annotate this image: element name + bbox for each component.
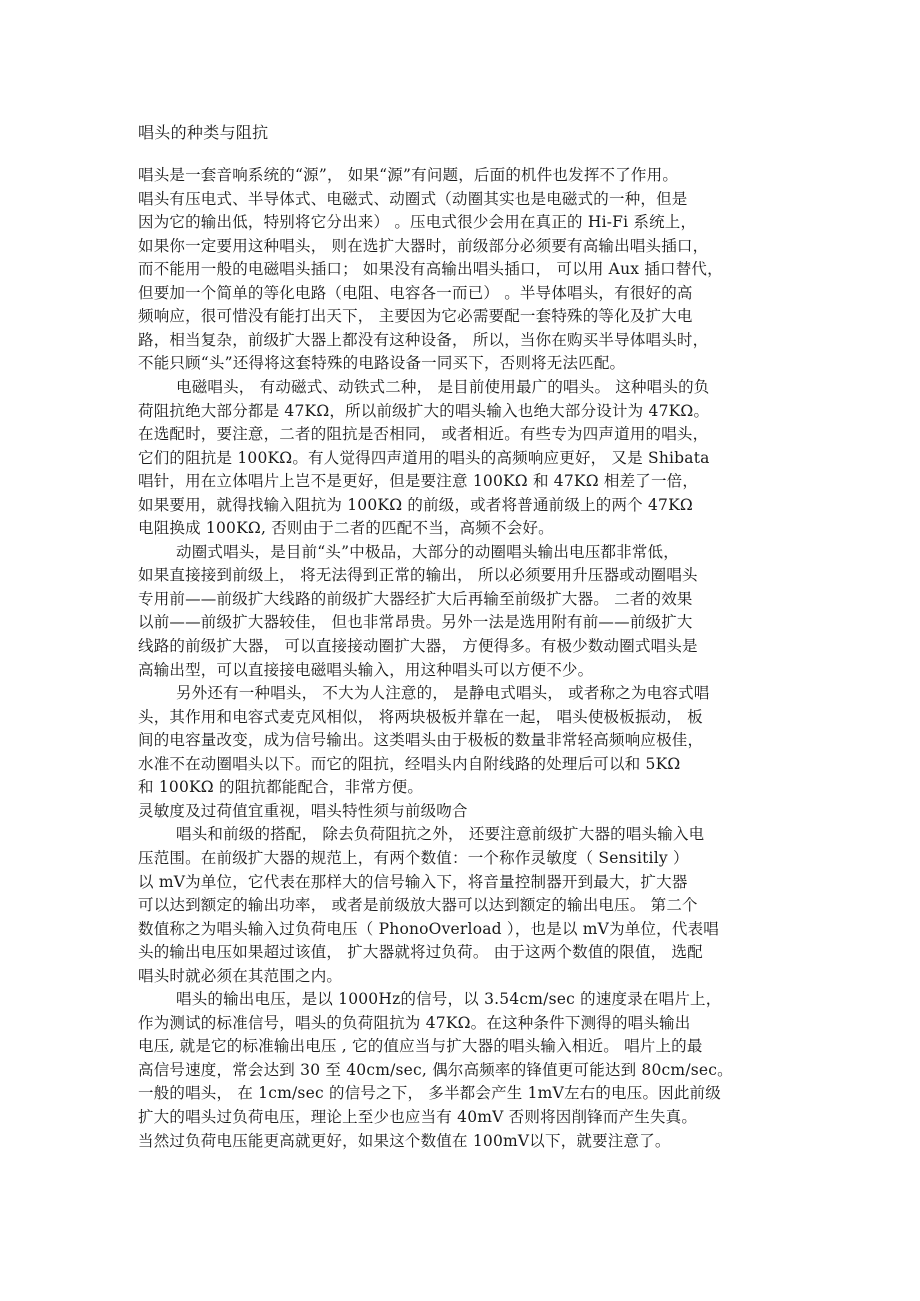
text-line: 频响应，很可惜没有能打出天下， 主要因为它必需要配一套特殊的等化及扩大电 (138, 307, 693, 326)
text-line: 唱头时就必须在其范围之内。 (138, 966, 343, 985)
text-line: 动圈式唱头，是目前“头”中极品，大部分的动圈唱头输出电压都非常低， (176, 542, 679, 561)
text-line: 如果你一定要用这种唱头， 则在选扩大器时，前级部分必须要有高输出唱头插口， (138, 236, 709, 255)
text-line: 高信号速度，常会达到 30 至 40cm/sec, 偶尔高频率的锋值更可能达到 80cm/sec。 (138, 1060, 733, 1079)
text-line: 唱头的输出电压，是以 1000Hz的信号，以 3.54cm/sec 的速度录在唱片上， (176, 990, 722, 1009)
text-line: 一般的唱头， 在 1cm/sec 的信号之下， 多半都会产生 1mV左右的电压。因此前级 (138, 1084, 721, 1103)
text-line: 电压, 就是它的标准输出电压 , 它的值应当与扩大器的唱头输入相近。 唱片上的最 (138, 1037, 703, 1056)
text-line: 在选配时，要注意，二者的阻抗是否相同， 或者相近。有些专为四声道用的唱头， (138, 425, 709, 444)
text-line: 因为它的输出低，特别将它分出来） 。压电式很少会用在真正的 Hi-Fi 系统上， (138, 213, 697, 232)
text-line: 唱针，用在立体唱片上岂不是更好，但是要注意 100KΩ 和 47KΩ 相差了一倍， (138, 472, 699, 491)
text-line: 不能只顾“头”还得将这套特殊的电路设备一同买下，否则将无法匹配。 (138, 354, 626, 373)
text-line: 但要加一个简单的等化电路（电阻、电容各一而已） 。半导体唱头，有很好的高 (138, 283, 693, 302)
text-line: 另外还有一种唱头， 不大为人注意的， 是静电式唱头， 或者称之为电容式唱 (176, 684, 710, 703)
text-line: 路，相当复杂，前级扩大器上都没有这种设备， 所以，当你在购买半导体唱头时， (138, 330, 709, 349)
text-line: 而不能用一般的电磁唱头插口； 如果没有高输出唱头插口， 可以用 Aux 插口替代， (138, 260, 723, 279)
text-line: 电阻换成 100KΩ, 否则由于二者的匹配不当，高频不会好。 (138, 519, 554, 538)
text-line: 电磁唱头， 有动磁式、动铁式二种， 是目前使用最广的唱头。 这种唱头的负 (176, 377, 710, 396)
text-line: 作为测试的标准信号，唱头的负荷阻抗为 47KΩ。在这种条件下测得的唱头输出 (138, 1013, 691, 1032)
text-line: 如果要用，就得找输入阻抗为 100KΩ 的前级，或者将普通前级上的两个 47KΩ (138, 495, 693, 514)
text-line: 间的电容量改变，成为信号输出。这类唱头由于极板的数量非常轻高频响应极佳， (138, 731, 704, 750)
text-line: 高输出型，可以直接接电磁唱头输入，用这种唱头可以方便不少。 (138, 660, 594, 679)
text-line: 压范围。在前级扩大器的规范上，有两个数值：一个称作灵敏度（ Sensitily ） (138, 848, 689, 867)
text-line: 它们的阻抗是 100KΩ。有人觉得四声道用的唱头的高频响应更好， 又是 Shibata (138, 448, 710, 467)
text-line: 扩大的唱头过负荷电压，理论上至少也应当有 40mV 否则将因削锋而产生失真。 (138, 1108, 698, 1126)
text-line: 可以达到额定的输出功率， 或者是前级放大器可以达到额定的输出电压。 第二个 (138, 896, 698, 915)
text-line: 以前——前级扩大器较佳， 但也非常昂贵。另外一法是选用附有前——前级扩大 (138, 613, 693, 632)
text-line: 唱头有压电式、半导体式、电磁式、动圈式（动圈其实也是电磁式的一种，但是 (138, 189, 688, 208)
text-line: 数值称之为唱头输入过负荷电压（ PhonoOverload ），也是以 mV为单位，代表唱 (138, 919, 719, 938)
text-line: 当然过负荷电压能更高就更好，如果这个数值在 100mV以下，就要注意了。 (138, 1131, 671, 1150)
text-line: 水准不在动圈唱头以下。而它的阻抗，经唱头内自附线路的处理后可以和 5KΩ (138, 754, 681, 773)
document-title: 唱头的种类与阻抗 (138, 123, 269, 142)
text-line: 以 mV为单位，它代表在那样大的信号输入下，将音量控制器开到最大，扩大器 (138, 872, 688, 891)
text-line: 如果直接接到前级上， 将无法得到正常的输出， 所以必须要用升压器或动圈唱头 (138, 566, 698, 585)
text-line: 头，其作用和电容式麦克风相似， 将两块极板并靠在一起， 唱头使极板振动， 板 (138, 707, 703, 726)
text-line: 和 100KΩ 的阻抗都能配合，非常方便。 (138, 778, 424, 797)
text-line: 荷阻抗绝大部分都是 47KΩ，所以前级扩大的唱头输入也绝大部分设计为 47KΩ。 (138, 401, 710, 420)
text-line: 线路的前级扩大器， 可以直接接动圈扩大器， 方便得多。有极少数动圈式唱头是 (138, 637, 698, 655)
text-line: 专用前——前级扩大线路的前级扩大器经扩大后再输至前级扩大器。 二者的效果 (138, 589, 693, 608)
text-line: 灵敏度及过荷值宜重视，唱头特性须与前级吻合 (138, 801, 468, 820)
text-line: 唱头是一套音响系统的“源”， 如果“源”有问题，后面的机件也发挥不了作用。 (138, 166, 679, 184)
text-line: 唱头和前级的搭配， 除去负荷阻抗之外， 还要注意前级扩大器的唱头输入电 (176, 825, 705, 844)
text-line: 头的输出电压如果超过该值， 扩大器就将过负荷。 由于这两个数值的限值， 选配 (138, 943, 703, 962)
